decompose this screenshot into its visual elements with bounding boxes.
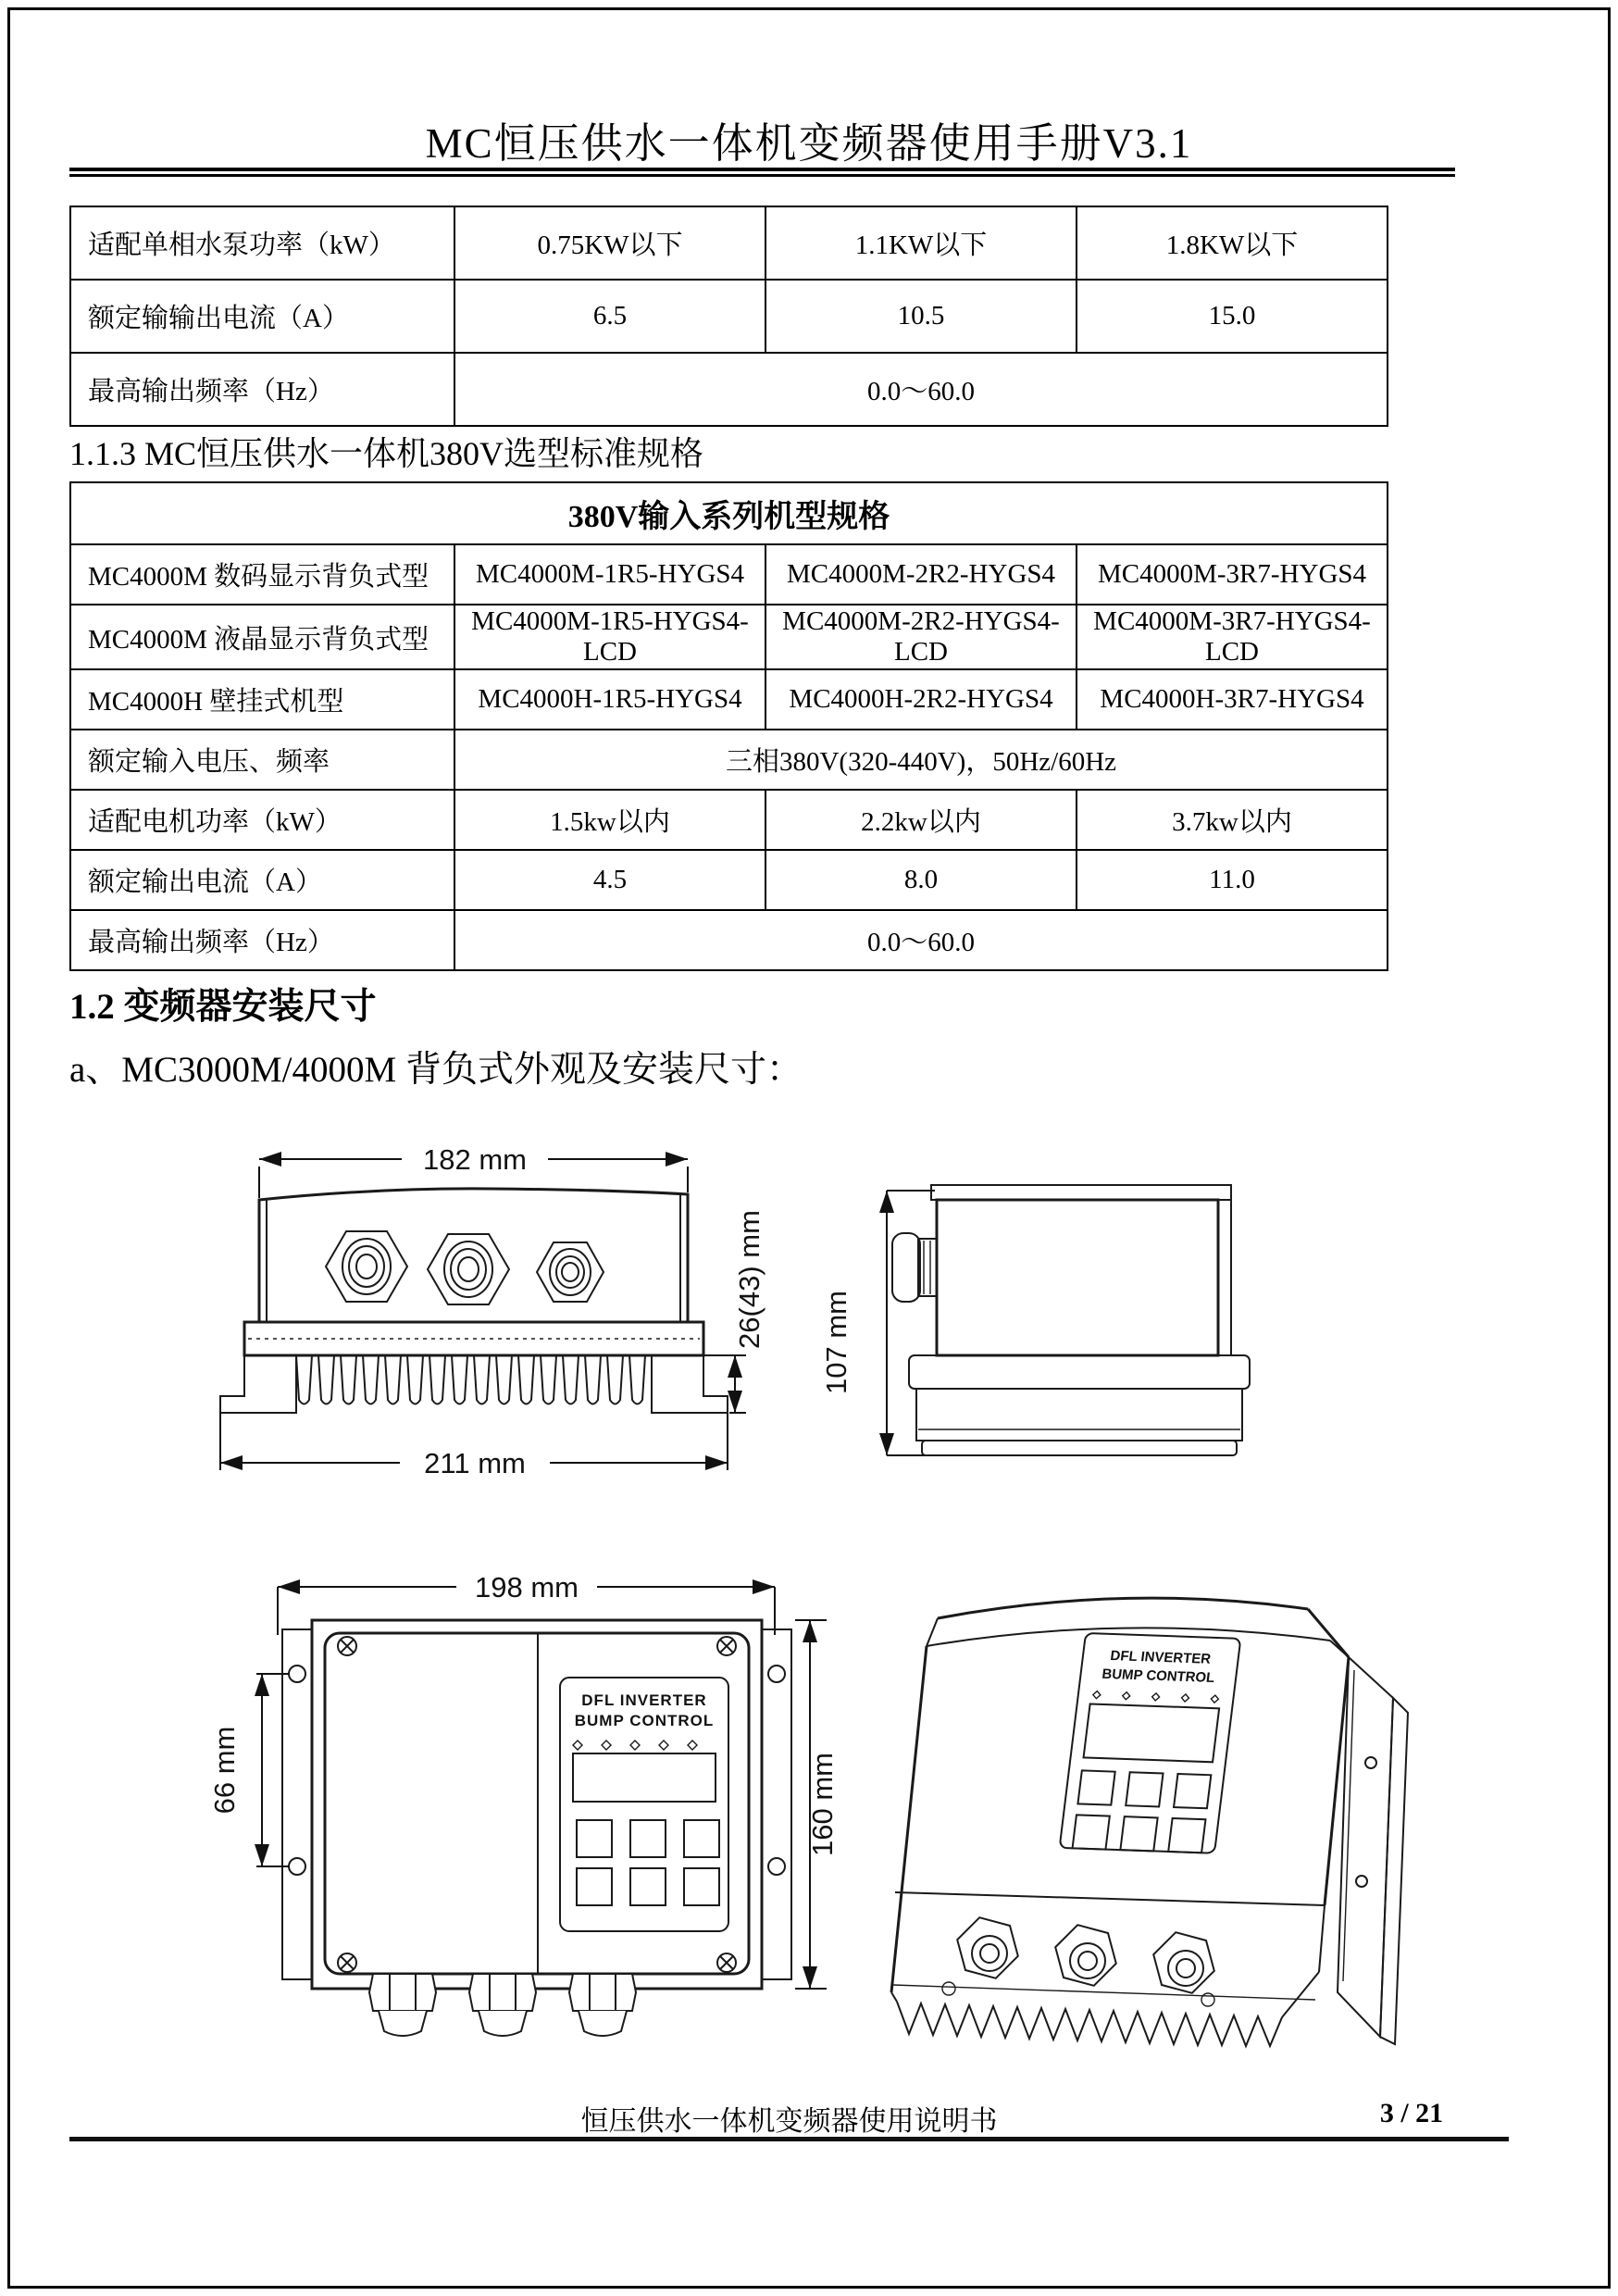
table-title: 380V输入系列机型规格 <box>70 482 1388 544</box>
cell-value: MC4000M-3R7-HYGS4 <box>1077 544 1388 605</box>
keypad-panel <box>1060 1633 1241 1853</box>
row-label: 最高输出频率（Hz） <box>70 353 454 426</box>
dim-label-26-43: 26(43) mm <box>733 1210 765 1349</box>
row-label: MC4000M 数码显示背负式型 <box>70 544 454 605</box>
dim-label-182: 182 mm <box>423 1143 527 1176</box>
heatsink-fins <box>897 2002 1282 2046</box>
cell-value: 1.1KW以下 <box>765 206 1077 280</box>
mount-bracket <box>1338 1657 1408 2044</box>
row-label: MC4000H 壁挂式机型 <box>70 669 454 730</box>
led-indicators <box>1092 1691 1218 1703</box>
panel-brand-line1: DFL INVERTER <box>1109 1648 1213 1667</box>
cable-gland-icon <box>369 1974 436 2036</box>
cell-value-span: 0.0～60.0 <box>454 353 1388 426</box>
table-row <box>70 730 1388 790</box>
row-label: 额定输出电流（A） <box>70 850 454 910</box>
cell-value: 0.75KW以下 <box>454 206 765 280</box>
drawing-side-view <box>815 1174 1324 1507</box>
led-indicators <box>573 1741 697 1750</box>
heatsink-fins <box>296 1355 645 1404</box>
cell-value: MC4000M-2R2-HYGS4 <box>765 544 1077 605</box>
cell-value: MC4000H-3R7-HYGS4 <box>1077 669 1388 730</box>
keypad-panel <box>560 1678 728 1931</box>
cell-value: 8.0 <box>765 850 1077 910</box>
table-row <box>70 605 1388 669</box>
spec-table-380v <box>69 481 1388 971</box>
cell-value: MC4000M-3R7-HYGS4-LCD <box>1077 605 1388 669</box>
cell-value: 10.5 <box>765 280 1077 353</box>
row-label: 额定输入电压、频率 <box>70 730 454 790</box>
cable-gland-icon <box>428 1234 509 1304</box>
dim-label-160: 160 mm <box>806 1753 839 1856</box>
keypad-buttons <box>1073 1770 1212 1853</box>
cell-value-span: 0.0～60.0 <box>454 910 1388 970</box>
cable-gland-icon <box>1153 1932 1214 1993</box>
cell-value: 1.8KW以下 <box>1077 206 1388 280</box>
keypad-buttons <box>577 1820 719 1905</box>
cable-gland-icon <box>537 1242 604 1302</box>
drawing-wall-front-view <box>208 1563 847 2044</box>
cell-value: MC4000H-2R2-HYGS4 <box>765 669 1077 730</box>
lcd-display <box>573 1753 716 1802</box>
cell-value: 2.2kw以内 <box>765 790 1077 850</box>
row-label: 适配电机功率（kW） <box>70 790 454 850</box>
cell-value-span: 三相380V(320-440V)，50Hz/60Hz <box>454 730 1388 790</box>
cell-value: 1.5kw以内 <box>454 790 765 850</box>
table-row <box>70 280 1388 353</box>
cable-gland-icon <box>1055 1925 1116 1986</box>
drawing-isometric-view <box>838 1529 1430 2057</box>
section-subheading-12a: a、MC3000M/4000M 背负式外观及安装尺寸： <box>69 1050 803 1090</box>
table-row <box>70 790 1388 850</box>
page-title: MC恒压供水一体机变频器使用手册V3.1 <box>425 120 1193 167</box>
cell-value: 6.5 <box>454 280 765 353</box>
row-label: 额定输输出电流（A） <box>70 280 454 353</box>
table-row <box>70 353 1388 426</box>
cable-gland-icon <box>569 1974 636 2036</box>
table-row <box>70 544 1388 605</box>
cell-value: MC4000M-2R2-HYGS4-LCD <box>765 605 1077 669</box>
row-label: MC4000M 液晶显示背负式型 <box>70 605 454 669</box>
panel-brand-line2: BUMP CONTROL <box>1101 1666 1216 1687</box>
row-label: 最高输出频率（Hz） <box>70 910 454 970</box>
cell-value: MC4000M-1R5-HYGS4 <box>454 544 765 605</box>
cell-value: MC4000H-1R5-HYGS4 <box>454 669 765 730</box>
dim-label-66: 66 mm <box>208 1726 241 1815</box>
row-label: 适配单相水泵功率（kW） <box>70 206 454 280</box>
footer-divider <box>69 2137 1509 2141</box>
section-heading-113: 1.1.3 MC恒压供水一体机380V选型标准规格 <box>69 435 704 472</box>
cable-gland-icon <box>957 1917 1018 1978</box>
table-row <box>70 850 1388 910</box>
table-title-row <box>70 482 1388 544</box>
cell-value: 15.0 <box>1077 280 1388 353</box>
panel-brand-line2: BUMP CONTROL <box>574 1712 715 1729</box>
dim-label-211: 211 mm <box>424 1447 526 1479</box>
cell-value: 11.0 <box>1077 850 1388 910</box>
dim-label-107: 107 mm <box>820 1291 853 1394</box>
cell-value: MC4000M-1R5-HYGS4-LCD <box>454 605 765 669</box>
dim-label-198: 198 mm <box>475 1571 579 1603</box>
drawing-front-view <box>211 1131 766 1520</box>
table-row <box>70 206 1388 280</box>
header-divider <box>69 168 1455 177</box>
cable-gland-icon <box>892 1233 937 1302</box>
footer-doc-title: 恒压供水一体机变频器使用说明书 <box>580 2106 998 2137</box>
cable-gland-icon <box>326 1231 407 1302</box>
section-heading-12: 1.2 变频器安装尺寸 <box>69 987 377 1027</box>
lcd-display <box>1084 1703 1220 1762</box>
cell-value: 4.5 <box>454 850 765 910</box>
mount-foot <box>220 1355 296 1413</box>
table-row <box>70 669 1388 730</box>
cell-value: 3.7kw以内 <box>1077 790 1388 850</box>
panel-brand-line1: DFL INVERTER <box>581 1691 707 1709</box>
table-row <box>70 910 1388 970</box>
spec-table-220v <box>69 206 1388 427</box>
footer-page-number: 3 / 21 <box>1379 2098 1444 2128</box>
mount-foot <box>652 1355 728 1413</box>
cable-gland-icon <box>469 1974 536 2036</box>
